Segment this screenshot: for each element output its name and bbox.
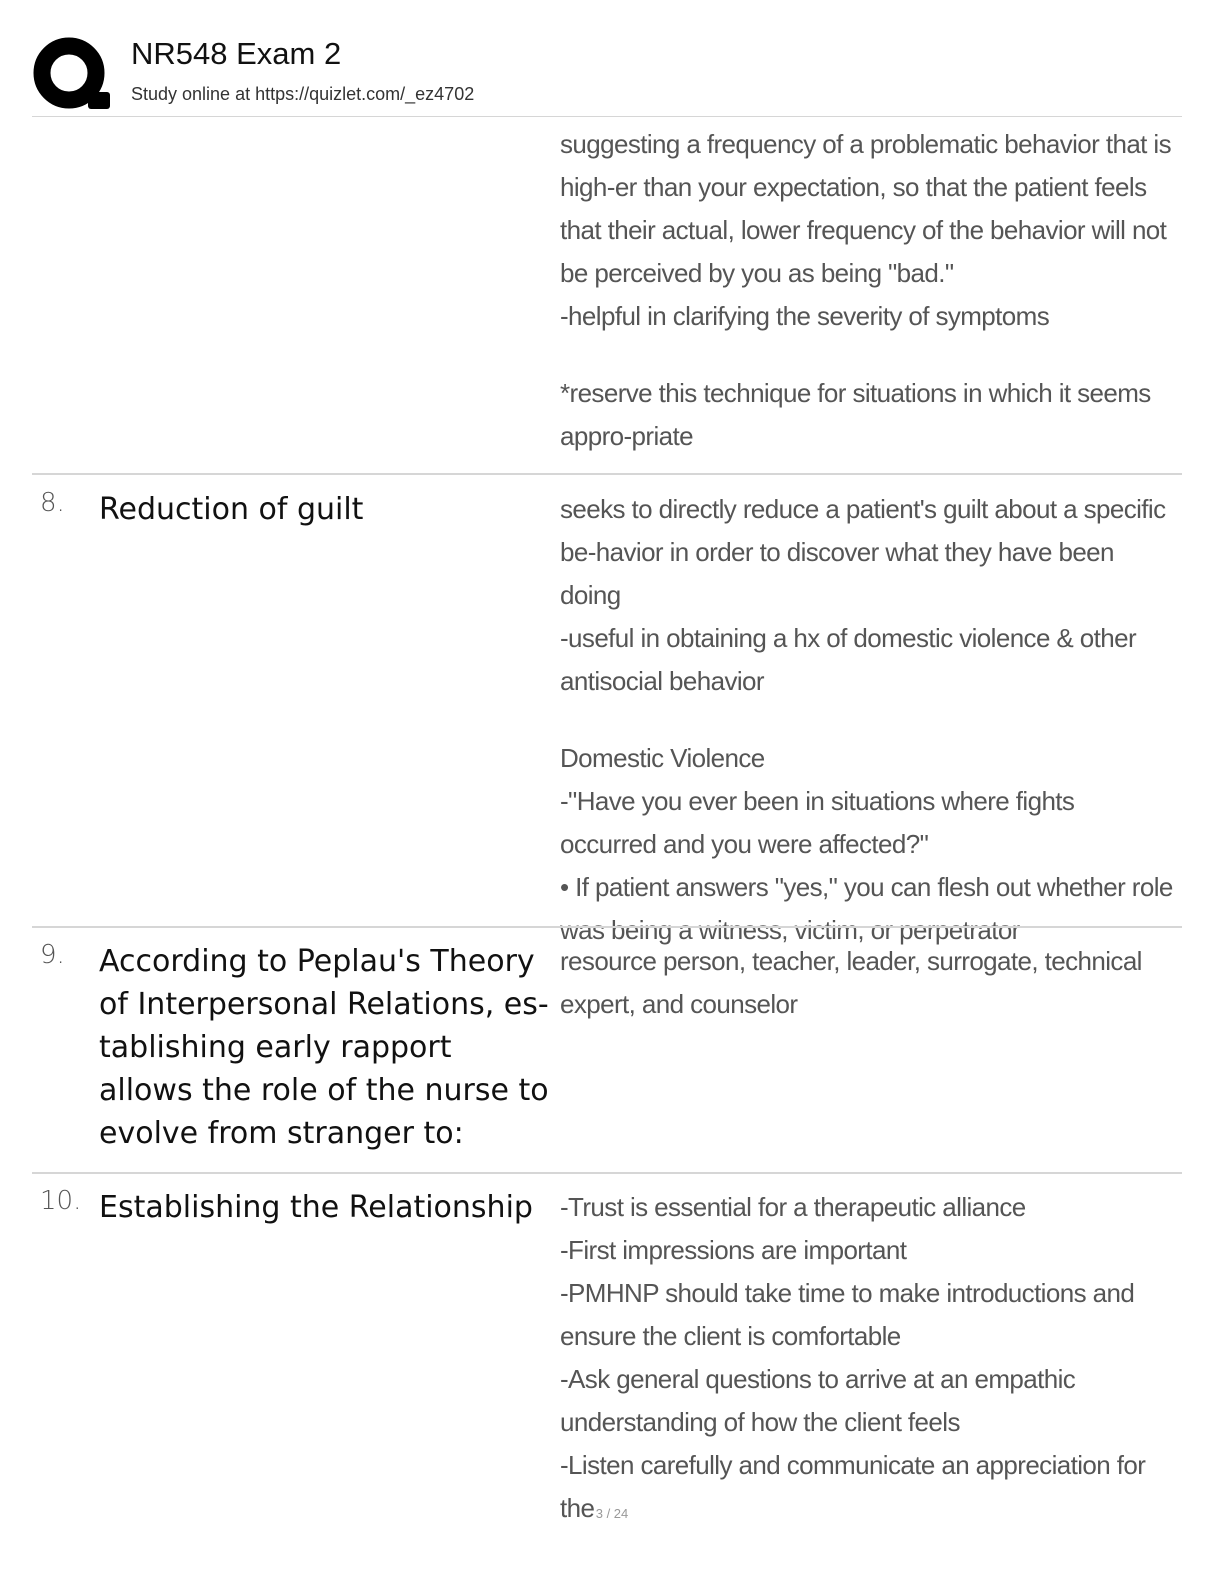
page-number: 3 / 24 [595, 1506, 629, 1521]
card-definition [560, 940, 1175, 1026]
definition-line: • If patient answers "yes," you can flesh out whether role was being a witness, victim, or perpetrator [560, 872, 1173, 945]
definition-line: suggesting a frequency of a problematic behavior that is high-er than your expectation, so that the patient feels that their actual, lower frequency of the behavior will not be perceived by you as being "bad." [560, 129, 1172, 288]
card-term: According to Peplau's Theory of Interpersonal Relations, es-tablishing early rapport allows the role of the nurse to evolve from stranger to: [99, 944, 549, 1151]
definition-line: -Listen carefully and communicate an appreciation for the [560, 1450, 1146, 1523]
quizlet-logo-icon [32, 36, 112, 112]
definition-line: -"Have you ever been in situations where fights occurred and you were affected?" [560, 786, 1075, 859]
definition-line: seeks to directly reduce a patient's guilt about a specific be-havior in order to discover what they have been doing [560, 494, 1166, 610]
card-divider [32, 473, 1182, 475]
definition-line: -PMHNP should take time to make introductions and ensure the client is comfortable [560, 1278, 1135, 1351]
card-number: 8. [40, 488, 65, 518]
definition-line: -useful in obtaining a hx of domestic violence & other antisocial behavior [560, 623, 1137, 696]
definition-line: *reserve this technique for situations in which it seems appro-priate [560, 378, 1151, 451]
definition-line: -helpful in clarifying the severity of symptoms [560, 301, 1050, 331]
header-divider [32, 116, 1182, 117]
card-definition [560, 1186, 1175, 1530]
card-divider [32, 926, 1182, 928]
card-term: Reduction of guilt [99, 492, 364, 527]
card-definition [560, 488, 1175, 952]
definition-line: -Ask general questions to arrive at an empathic understanding of how the client feels [560, 1364, 1076, 1437]
card-term: Establishing the Relationship [99, 1190, 533, 1225]
definition-line: -Trust is essential for a therapeutic alliance [560, 1192, 1026, 1222]
definition-line: resource person, teacher, leader, surrogate, technical expert, and counselor [560, 946, 1142, 1019]
definition-line: -First impressions are important [560, 1235, 907, 1265]
document-title: NR548 Exam 2 [131, 36, 342, 71]
page-header [0, 0, 1224, 118]
card-divider [32, 1172, 1182, 1174]
card-number: 10. [40, 1186, 82, 1216]
card-definition [560, 123, 1175, 458]
card-number: 9. [40, 940, 65, 970]
study-online-link[interactable]: Study online at https://quizlet.com/_ez4702 [131, 84, 475, 104]
definition-line: Domestic Violence [560, 743, 765, 773]
